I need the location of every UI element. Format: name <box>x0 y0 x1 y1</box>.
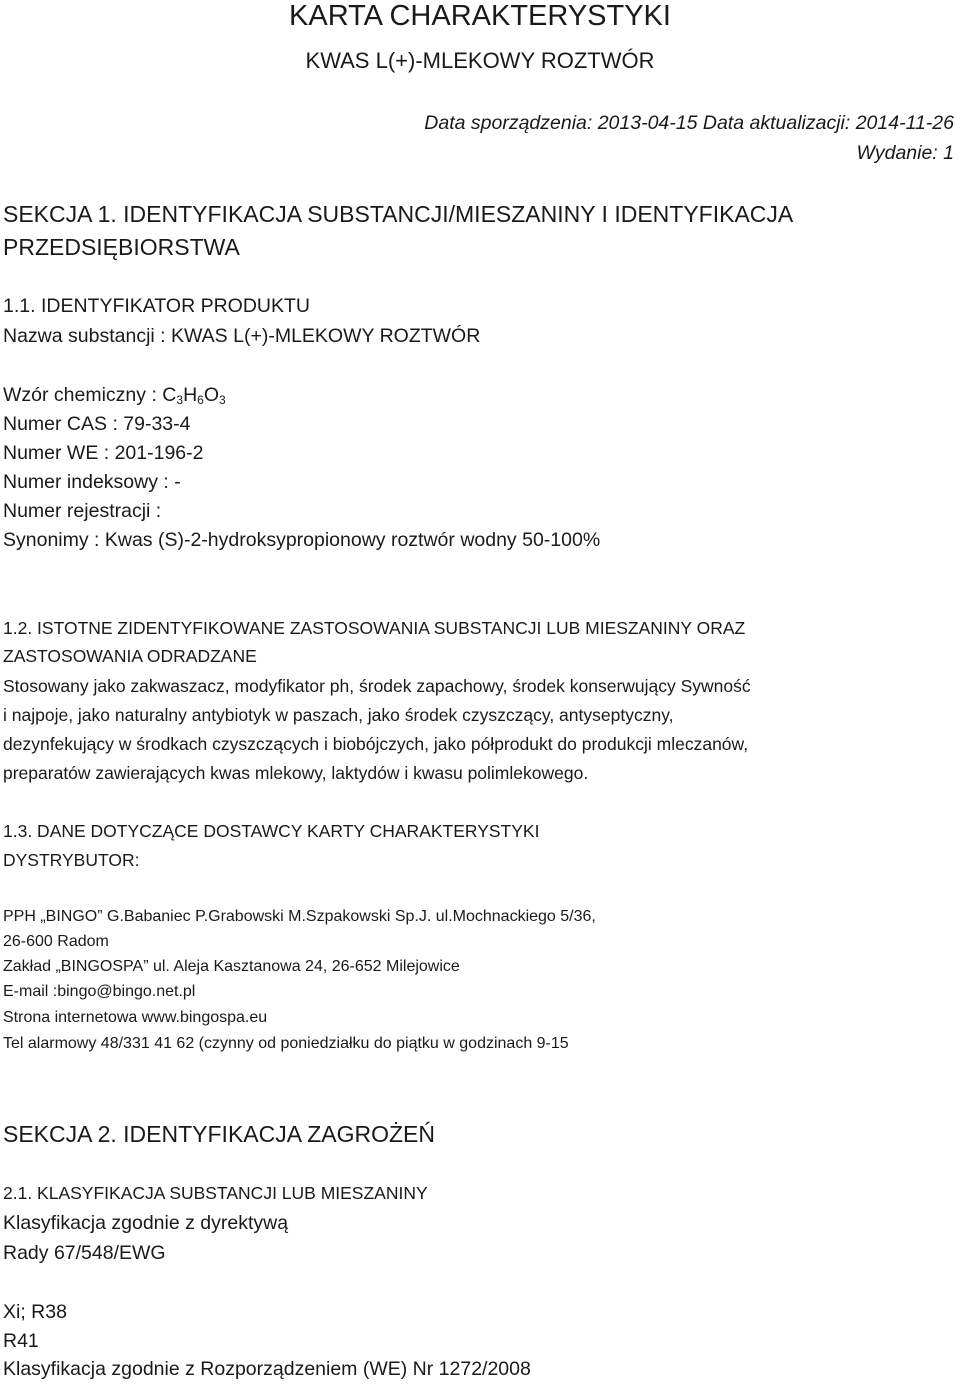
document-dates: Data sporządzenia: 2013-04-15 Data aktualizacji: 2014-11-26 <box>424 112 954 134</box>
classification-line: R41 <box>3 1330 39 1352</box>
subsection-1-2-heading-line-2: ZASTOSOWANIA ODRADZANE <box>3 646 257 666</box>
uses-text-line: dezynfekujący w środkach czyszczących i biobójczych, jako półprodukt do produkcji mleczanów, <box>3 734 749 754</box>
supplier-line: Zakład „BINGOSPA” ul. Aleja Kasztanowa 24, 26-652 Milejowice <box>3 958 460 975</box>
subsection-1-1-heading: 1.1. IDENTYFIKATOR PRODUKTU <box>3 295 310 317</box>
index-number: Numer indeksowy : - <box>3 471 181 493</box>
subsection-2-1-heading: 2.1. KLASYFIKACJA SUBSTANCJI LUB MIESZANINY <box>3 1183 428 1203</box>
product-subtitle: KWAS L(+)-MLEKOWY ROZTWÓR <box>305 48 655 73</box>
section-2-heading: SEKCJA 2. IDENTYFIKACJA ZAGROŻEŃ <box>3 1121 435 1147</box>
distributor-heading: DYSTRYBUTOR: <box>3 850 140 870</box>
registration-number: Numer rejestracji : <box>3 500 162 522</box>
chemical-formula <box>3 384 226 407</box>
supplier-line: PPH „BINGO” G.Babaniec P.Grabowski M.Szpakowski Sp.J. ul.Mochnackiego 5/36, <box>3 908 596 925</box>
classification-line: Klasyfikacja zgodnie z dyrektywą <box>3 1212 289 1234</box>
formula-hydrogen-count: 6 <box>197 393 204 407</box>
uses-text-line: Stosowany jako zakwaszacz, modyfikator ph, środek zapachowy, środek konserwujący Sywność <box>3 676 751 696</box>
formula-hydrogen: H <box>183 384 198 406</box>
formula-carbon: C <box>162 384 177 406</box>
supplier-website: Strona internetowa www.bingospa.eu <box>3 1009 268 1026</box>
uses-text-line: i najpoje, jako naturalny antybiotyk w paszach, jako środek czyszczący, antyseptyczny, <box>3 705 674 725</box>
formula-carbon-count: 3 <box>176 393 184 407</box>
document-title: KARTA CHARAKTERYSTYKI <box>289 0 671 32</box>
emergency-phone: Tel alarmowy 48/331 41 62 (czynny od poniedziałku do piątku w godzinach 9-15 <box>3 1035 569 1052</box>
supplier-email: E-mail :bingo@bingo.net.pl <box>3 983 196 1000</box>
classification-line: Rady 67/548/EWG <box>3 1242 166 1264</box>
section-1-heading-line-1: SEKCJA 1. IDENTYFIKACJA SUBSTANCJI/MIESZANINY I IDENTYFIKACJA <box>3 201 794 227</box>
classification-line: Klasyfikacja zgodnie z Rozporządzeniem (WE) Nr 1272/2008 <box>3 1358 531 1380</box>
substance-name: Nazwa substancji : KWAS L(+)-MLEKOWY ROZTWÓR <box>3 325 481 347</box>
section-1-heading-line-2: PRZEDSIĘBIORSTWA <box>3 234 240 260</box>
document-edition: Wydanie: 1 <box>856 142 954 164</box>
cas-number: Numer CAS : 79-33-4 <box>3 413 191 435</box>
uses-text-line: preparatów zawierających kwas mlekowy, laktydów i kwasu polimlekowego. <box>3 763 589 783</box>
synonyms: Synonimy : Kwas (S)-2-hydroksypropionowy roztwór wodny 50-100% <box>3 529 601 551</box>
formula-oxygen-count: 3 <box>219 393 226 407</box>
supplier-line: 26-600 Radom <box>3 933 109 950</box>
we-number: Numer WE : 201-196-2 <box>3 442 204 464</box>
formula-oxygen: O <box>203 384 220 406</box>
subsection-1-3-heading: 1.3. DANE DOTYCZĄCE DOSTAWCY KARTY CHARAKTERYSTYKI <box>3 821 540 841</box>
subsection-1-2-heading-line-1: 1.2. ISTOTNE ZIDENTYFIKOWANE ZASTOSOWANIA SUBSTANCJI LUB MIESZANINY ORAZ <box>3 618 746 638</box>
formula-label: Wzór chemiczny : <box>3 384 163 406</box>
classification-line: Xi; R38 <box>3 1301 67 1323</box>
